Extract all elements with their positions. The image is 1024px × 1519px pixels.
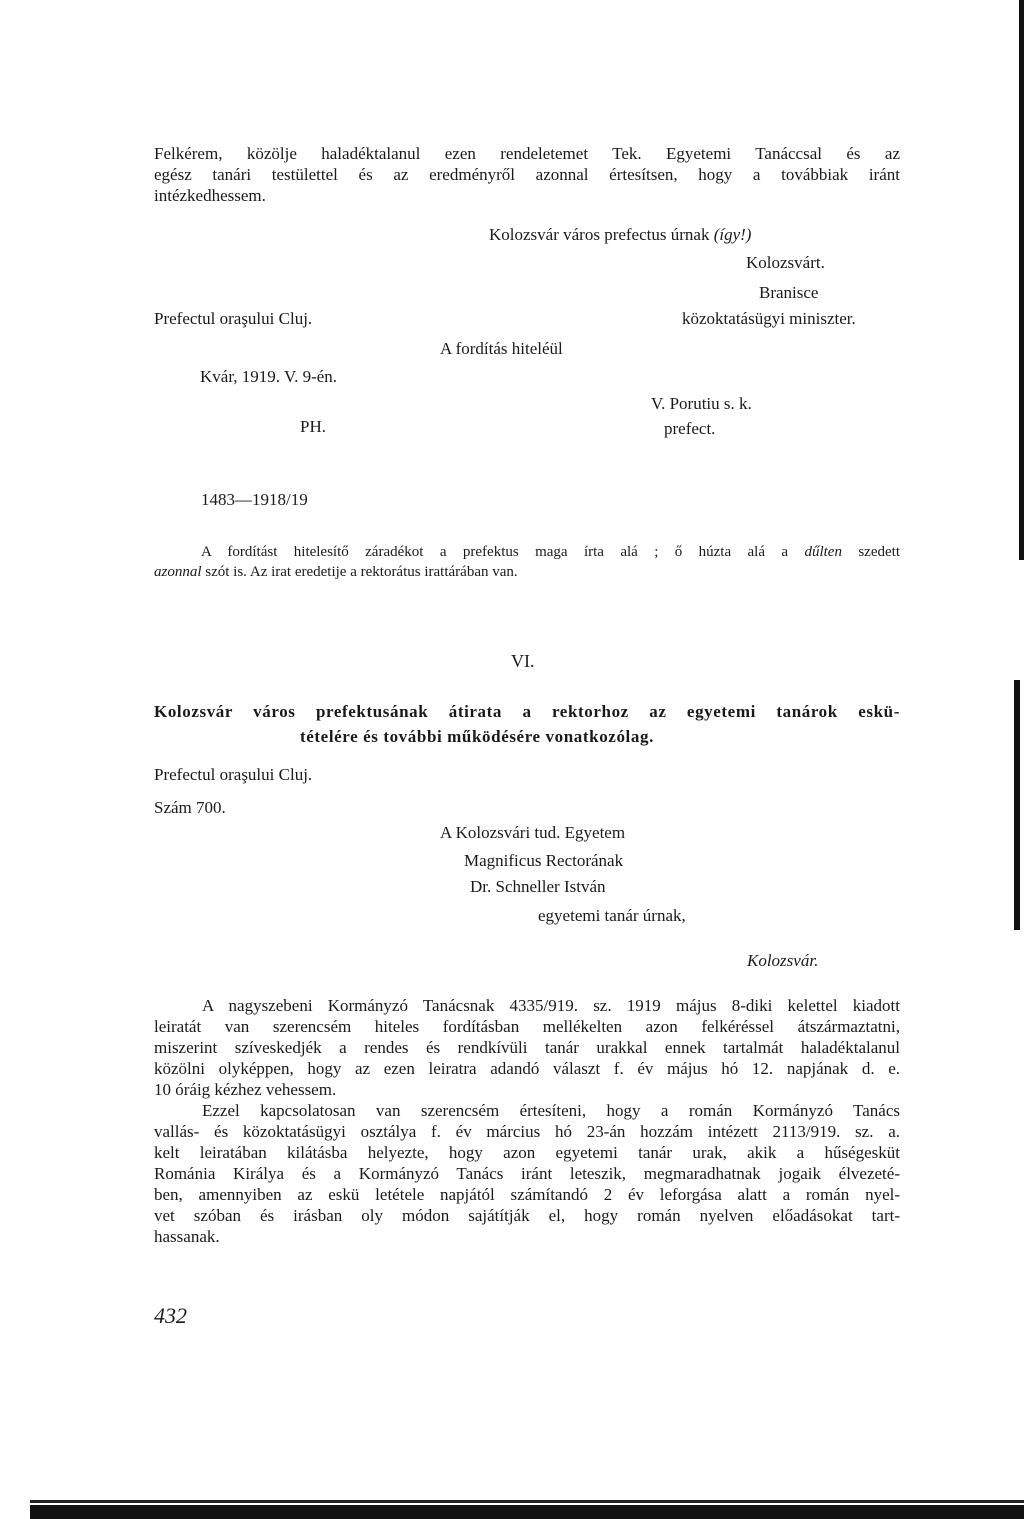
text-line: vallás- és közoktatásügyi osztálya f. év március hó 23-án hozzám intézett 2113/919. sz. a. bbox=[154, 1122, 900, 1141]
text-line: leiratát van szerencsém hiteles fordításban mellékelten azon felkéréssel átszármaztatni, bbox=[154, 1017, 900, 1036]
address-note: (így!) bbox=[713, 225, 752, 244]
text-line: 10 óráig kézhez vehessem. bbox=[154, 1080, 337, 1099]
text-line: A nagyszebeni Kormányzó Tanácsnak 4335/919. sz. 1919 május 8-diki kelettel kiadott bbox=[202, 996, 900, 1015]
doc-header-line2: Szám 700. bbox=[154, 798, 226, 817]
text-line: hassanak. bbox=[154, 1227, 220, 1246]
address-line bbox=[489, 224, 751, 245]
body-paragraph-1 bbox=[154, 995, 900, 1100]
recipient-line1: A Kolozsvári tud. Egyetem bbox=[440, 823, 626, 842]
note-text: szedett bbox=[858, 544, 900, 560]
scan-edge-bottom-thin bbox=[30, 1500, 1024, 1503]
section-title-line1: Kolozsvár város prefektusának átirata a rektorhoz az egyetemi tanárok eskü- bbox=[154, 702, 900, 721]
recipient-city-text: Kolozsvár. bbox=[747, 951, 819, 970]
left-header-line1: Prefectul oraşului Cluj. bbox=[154, 309, 313, 328]
recipient-line3: Dr. Schneller István bbox=[470, 877, 606, 896]
recipient-line4: egyetemi tanár úrnak, bbox=[538, 906, 686, 925]
text-line: miszerint szíveskedjék a rendes és rendkívüli tanár urakkal ennek tartalmát haladéktalanul bbox=[154, 1038, 900, 1057]
note-italic-word: azonnal bbox=[154, 564, 202, 580]
text-line: Románia Királya és a Kormányzó Tanács iránt leteszik, megmaradhatnak jogaik élvezeté- bbox=[154, 1164, 900, 1183]
recipient-city bbox=[747, 950, 818, 971]
scan-edge-bottom bbox=[30, 1505, 1024, 1519]
text-line: egész tanári testülettel és az eredményről azonnal értesítsen, hogy a továbbiak iránt bbox=[154, 165, 900, 184]
left-header-line3: PH. bbox=[300, 417, 326, 436]
scan-edge-top bbox=[1019, 0, 1024, 560]
text-line: ben, amennyiben az eskü letétele napjától számítandó 2 év leforgása alatt a román nyel- bbox=[154, 1185, 900, 1204]
text-line: kelt leiratában kilátásba helyezte, hogy azon egyetemi tanár urak, akik a hűségesküt bbox=[154, 1143, 900, 1162]
page-number: 432 bbox=[154, 1303, 187, 1328]
scan-edge-middle bbox=[1014, 680, 1020, 930]
translation-certified: A fordítás hiteléül bbox=[440, 339, 563, 358]
note-text: A fordítást hitelesítő záradékot a prefektus maga írta alá ; ő húzta alá a bbox=[201, 544, 789, 560]
address-city: Kolozsvárt. bbox=[746, 253, 825, 272]
text-line: vet szóban és irásban oly módon sajátítják el, hogy román nyelven előadásokat tart- bbox=[154, 1206, 900, 1225]
left-header-line2: Kvár, 1919. V. 9-én. bbox=[200, 367, 338, 386]
text-line: Felkérem, közölje haladéktalanul ezen rendeletemet Tek. Egyetemi Tanáccsal és az bbox=[154, 144, 900, 163]
editorial-note-line1 bbox=[201, 542, 900, 563]
body-paragraph-2 bbox=[154, 1100, 900, 1247]
reference-number: 1483—1918/19 bbox=[201, 490, 308, 509]
signature-title: közoktatásügyi miniszter. bbox=[682, 309, 856, 328]
signer-name: V. Porutiu s. k. bbox=[651, 394, 752, 413]
note-italic-word: dűlten bbox=[804, 544, 842, 560]
note-text: szót is. Az irat eredetije a rektorátus irattárában van. bbox=[205, 564, 518, 580]
doc-header-line1: Prefectul oraşului Cluj. bbox=[154, 765, 313, 784]
signer-title: prefect. bbox=[664, 419, 716, 438]
text-line: intézkedhessem. bbox=[154, 186, 266, 205]
text-line: közölni olyképpen, hogy az ezen leiratra adandó választ f. év május hó 12. napjának d. e. bbox=[154, 1059, 900, 1078]
section-number: VI. bbox=[511, 651, 535, 671]
text-line: Ezzel kapcsolatosan van szerencsém értesíteni, hogy a román Kormányzó Tanács bbox=[202, 1101, 900, 1120]
signature-name: Branisce bbox=[759, 283, 819, 302]
editorial-note-line2 bbox=[154, 562, 518, 583]
address-main: Kolozsvár város prefectus úrnak bbox=[489, 225, 710, 244]
section-title-line2: tételére és további működésére vonatkozólag. bbox=[300, 727, 654, 746]
top-paragraph bbox=[154, 143, 900, 206]
recipient-line2: Magnificus Rectorának bbox=[464, 851, 624, 870]
